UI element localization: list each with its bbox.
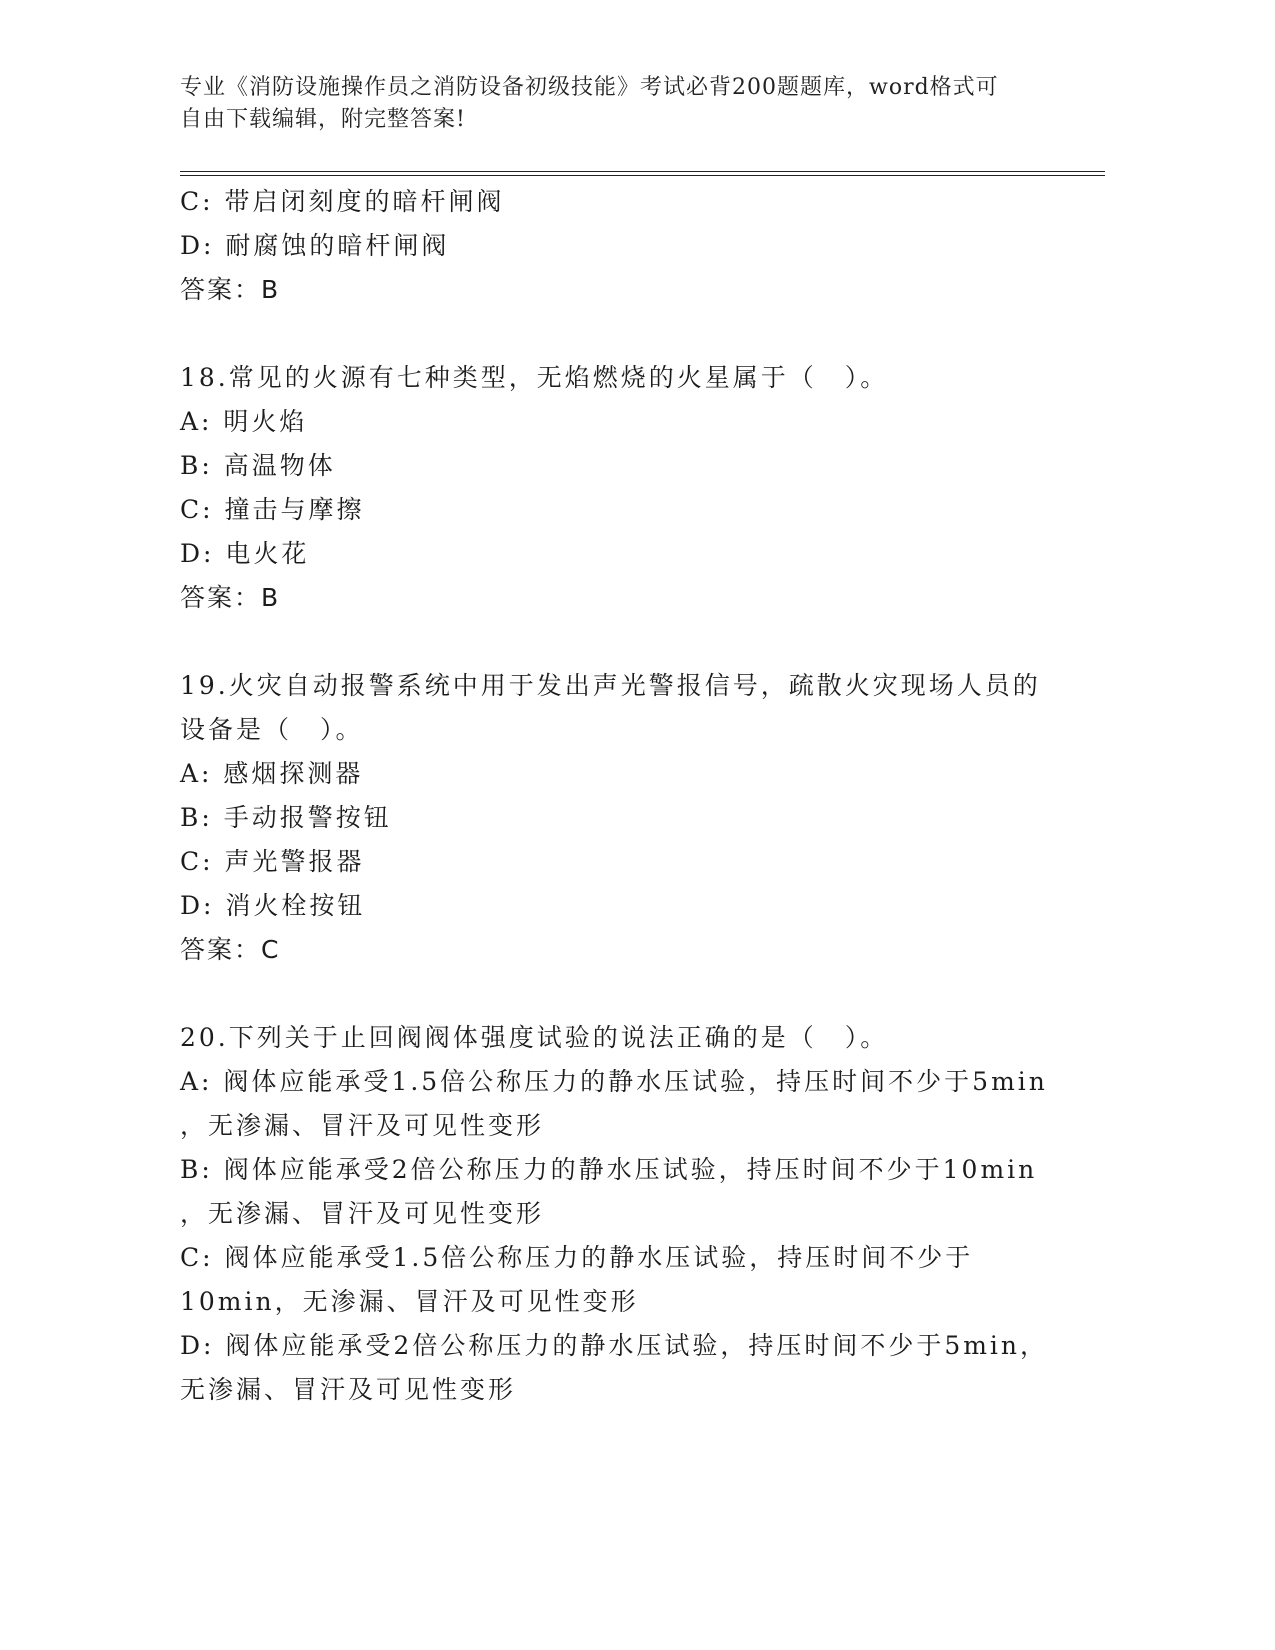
question-20 — [180, 1016, 1060, 1412]
option-a: A: 明火焰 — [180, 407, 308, 436]
answer-line: 答案：B — [180, 275, 281, 304]
option-b-line-2: ，无渗漏、冒汗及可见性变形 — [180, 1199, 545, 1228]
option-d-line-2: 无渗漏、冒汗及可见性变形 — [180, 1375, 517, 1404]
answer-line: 答案：C — [180, 935, 281, 964]
option-d — [180, 1324, 1060, 1412]
option-d: D: 耐腐蚀的暗杆闸阀 — [180, 231, 450, 260]
question-stem-line-1: 19.火灾自动报警系统中用于发出声光警报信号，疏散火灾现场人员的 — [180, 671, 1041, 700]
option-c-line-2: 10min，无渗漏、冒汗及可见性变形 — [180, 1287, 639, 1316]
option-b-line-1: B: 阀体应能承受2倍公称压力的静水压试验，持压时间不少于10min — [180, 1155, 1038, 1184]
header-line-1: 专业《消防设施操作员之消防设备初级技能》考试必背200题题库，word格式可 — [180, 75, 999, 100]
question-19 — [180, 664, 1060, 972]
option-d-line-1: D: 阀体应能承受2倍公称压力的静水压试验，持压时间不少于5min， — [180, 1331, 1049, 1360]
question-stem: 20.下列关于止回阀阀体强度试验的说法正确的是（ ）。 — [180, 1023, 889, 1052]
option-c: C: 带启闭刻度的暗杆闸阀 — [180, 187, 505, 216]
option-a: A: 感烟探测器 — [180, 759, 364, 788]
option-b: B: 高温物体 — [180, 451, 336, 480]
option-d: D: 消火栓按钮 — [180, 891, 366, 920]
option-c: C: 声光警报器 — [180, 847, 365, 876]
question-18 — [180, 356, 1060, 620]
document-header — [180, 72, 1060, 136]
option-b — [180, 1148, 1060, 1236]
header-line-2: 自由下载编辑，附完整答案! — [180, 107, 466, 132]
option-c: C: 撞击与摩擦 — [180, 495, 365, 524]
option-a-line-1: A: 阀体应能承受1.5倍公称压力的静水压试验，持压时间不少于5min — [180, 1067, 1048, 1096]
document-body — [180, 180, 1060, 1412]
question-stem: 18.常见的火源有七种类型，无焰燃烧的火星属于（ ）。 — [180, 363, 889, 392]
option-b: B: 手动报警按钮 — [180, 803, 392, 832]
option-a-line-2: ，无渗漏、冒汗及可见性变形 — [180, 1111, 545, 1140]
option-d: D: 电火花 — [180, 539, 310, 568]
answer-line: 答案：B — [180, 583, 281, 612]
carryover-block — [180, 180, 1060, 312]
question-stem-line-2: 设备是（ ）。 — [180, 715, 364, 744]
option-c-line-1: C: 阀体应能承受1.5倍公称压力的静水压试验，持压时间不少于 — [180, 1243, 974, 1272]
option-c — [180, 1236, 1060, 1324]
header-rule-top — [180, 171, 1105, 172]
header-rule-bottom — [180, 175, 1105, 176]
option-a — [180, 1060, 1060, 1148]
